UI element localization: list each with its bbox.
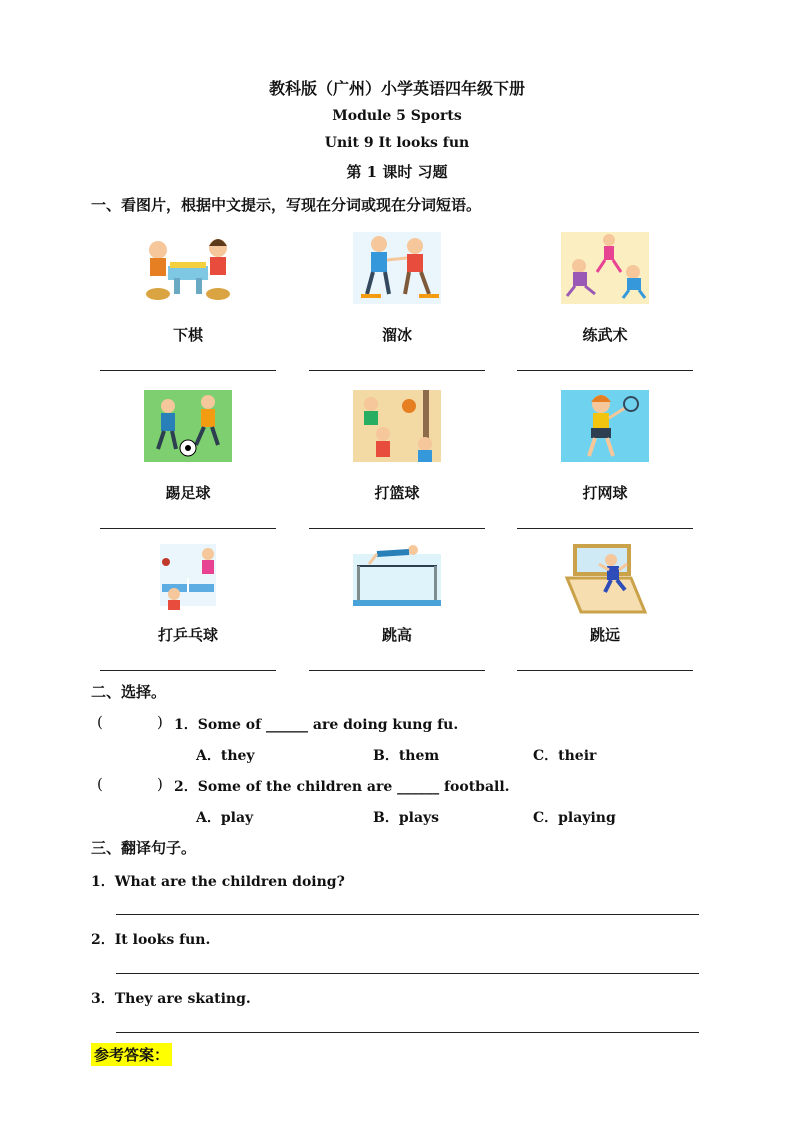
module-title: Module 5 Sports <box>332 108 462 124</box>
playing-chess-illustration <box>144 232 232 304</box>
answer-line[interactable] <box>517 670 693 671</box>
answer-line[interactable] <box>309 370 485 371</box>
answer-line[interactable] <box>100 528 276 529</box>
worksheet-title: 教科版（广州）小学英语四年级下册 <box>268 79 525 98</box>
question-1: 1．Some of ______ are doing kung fu. <box>174 717 459 733</box>
item-label: 打乒乓球 <box>157 626 218 644</box>
kung-fu-illustration <box>561 232 649 304</box>
table-tennis-illustration <box>144 544 232 616</box>
translation-line-3[interactable] <box>116 1032 699 1033</box>
answer-paren-open: ( <box>97 713 103 731</box>
section-1-heading: 一、看图片，根据中文提示，写现在分词或现在分词短语。 <box>91 196 482 214</box>
answer-paren-close: ) <box>157 775 163 793</box>
item-label: 练武术 <box>582 326 628 344</box>
tennis-illustration <box>561 390 649 462</box>
section-3-heading: 三、翻译句子。 <box>91 839 197 857</box>
option-1a[interactable]: A．they <box>196 748 255 764</box>
translation-line-1[interactable] <box>116 914 699 915</box>
item-label: 踢足球 <box>165 484 211 502</box>
answer-line[interactable] <box>309 670 485 671</box>
lesson-title: 第 1 课时 习题 <box>346 163 448 181</box>
sentence-1: 1．What are the children doing? <box>91 874 345 890</box>
question-2: 2．Some of the children are ______ football. <box>174 779 510 795</box>
item-label: 跳远 <box>589 626 620 644</box>
option-2b[interactable]: B．plays <box>373 810 440 826</box>
option-2c[interactable]: C．playing <box>533 810 616 826</box>
sentence-3: 3．They are skating. <box>91 991 251 1007</box>
item-label: 打网球 <box>582 484 628 502</box>
answer-line[interactable] <box>517 528 693 529</box>
option-2a[interactable]: A．play <box>196 810 254 826</box>
item-label: 溜冰 <box>381 326 412 344</box>
item-label: 下棋 <box>172 326 203 344</box>
answer-line[interactable] <box>100 670 276 671</box>
item-label: 打篮球 <box>374 484 420 502</box>
sentence-2: 2．It looks fun. <box>91 932 211 948</box>
answer-paren-close: ) <box>157 713 163 731</box>
section-2-heading: 二、选择。 <box>91 683 167 701</box>
answer-paren-open: ( <box>97 775 103 793</box>
unit-title: Unit 9 It looks fun <box>324 135 470 151</box>
option-1c[interactable]: C．their <box>533 748 597 764</box>
answer-line[interactable] <box>309 528 485 529</box>
option-1b[interactable]: B．them <box>373 748 440 764</box>
reference-answer-label: 参考答案： <box>91 1043 172 1066</box>
answer-line[interactable] <box>100 370 276 371</box>
football-illustration <box>144 390 232 462</box>
skating-illustration <box>353 232 441 304</box>
high-jump-illustration <box>353 544 441 616</box>
basketball-illustration <box>353 390 441 462</box>
long-jump-illustration <box>561 544 649 616</box>
translation-line-2[interactable] <box>116 973 699 974</box>
item-label: 跳高 <box>381 626 412 644</box>
answer-line[interactable] <box>517 370 693 371</box>
